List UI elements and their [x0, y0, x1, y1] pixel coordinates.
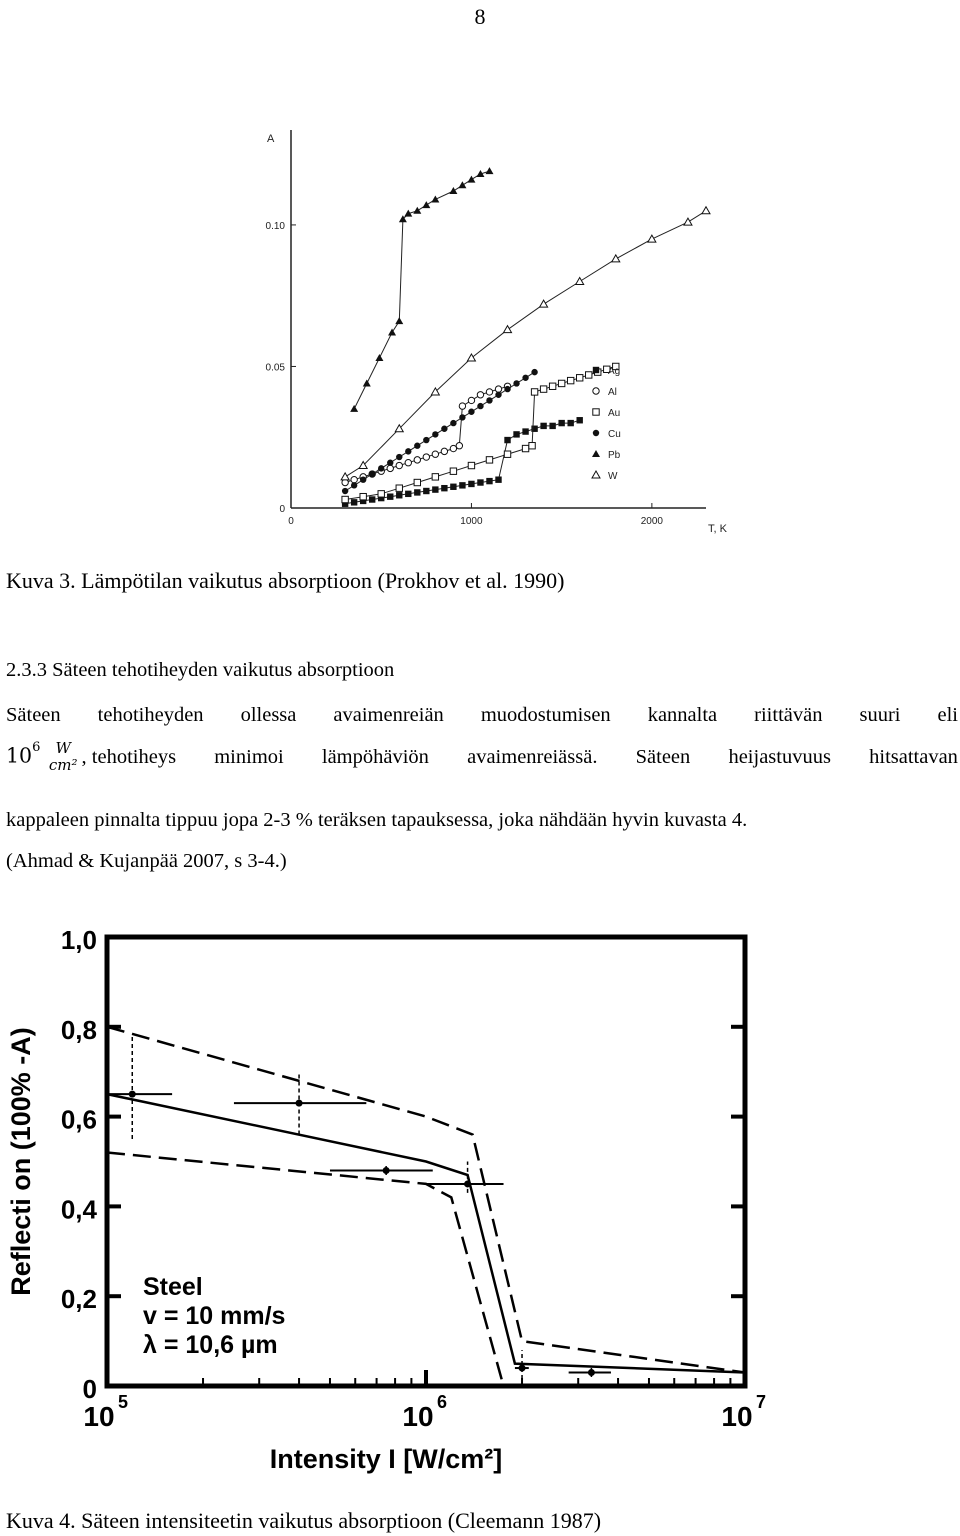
data-point	[432, 451, 438, 457]
y-tick-label: 1,0	[60, 925, 97, 955]
word: riittävän	[754, 704, 823, 726]
data-point	[558, 420, 564, 426]
word: heijastuvuus	[728, 745, 831, 768]
data-point	[441, 426, 447, 432]
y-tick-label: 0	[82, 1374, 97, 1404]
word: tehotiheyden	[97, 704, 204, 726]
data-point	[351, 499, 357, 505]
paragraph-line-4: (Ahmad & Kujanpää 2007, s 3-4.)	[6, 850, 287, 872]
data-point	[405, 460, 411, 466]
data-point	[549, 423, 555, 429]
data-point	[414, 479, 420, 485]
legend-label: Au	[608, 408, 621, 419]
formula-numerator: W	[55, 739, 71, 757]
data-point	[513, 380, 519, 386]
data-point	[593, 409, 599, 415]
data-point	[405, 448, 411, 454]
figure1-caption: Kuva 3. Lämpötilan vaikutus absorptioon (Prokhov et al. 1990)	[6, 568, 565, 593]
data-point	[423, 454, 429, 460]
page-number: 8	[474, 4, 486, 29]
y-axis-label: A	[267, 133, 275, 145]
word: suuri	[859, 704, 901, 726]
data-point	[513, 431, 519, 437]
data-point	[432, 486, 438, 492]
formula-exponent: 6	[32, 739, 41, 755]
y-tick-label: 0	[279, 504, 285, 515]
data-point	[450, 445, 456, 451]
legend-label: W	[608, 471, 618, 482]
data-point	[540, 423, 546, 429]
data-point	[468, 397, 474, 403]
data-point	[342, 488, 348, 494]
data-point	[396, 485, 402, 491]
x-tick-exponent: 5	[117, 1392, 129, 1412]
paragraph-line-1	[6, 704, 958, 727]
data-point	[414, 489, 420, 495]
data-point	[531, 389, 537, 395]
data-point	[593, 367, 599, 373]
data-point	[459, 403, 465, 409]
data-point	[522, 428, 528, 434]
data-point	[396, 492, 402, 498]
legend-label: Ag	[608, 366, 621, 377]
data-point	[495, 476, 501, 482]
data-point	[450, 484, 456, 490]
data-point	[504, 451, 510, 457]
y-tick-label: 0.10	[265, 220, 285, 232]
data-point	[342, 496, 348, 502]
annotation-line: Steel	[143, 1273, 203, 1301]
y-tick-label: 0,4	[60, 1194, 97, 1225]
data-point	[387, 493, 393, 499]
data-point	[432, 474, 438, 480]
x-axis-label: T, K	[708, 523, 727, 535]
paragraph-line-3: kappaleen pinnalta tippuu jopa 2-3 % teräksen tapauksessa, joka nähdään hyvin kuvasta 4.	[6, 809, 748, 831]
data-point	[129, 1091, 136, 1098]
data-point	[369, 471, 375, 477]
data-point	[486, 478, 492, 484]
data-point	[468, 481, 474, 487]
annotation-line: λ = 10,6 µm	[143, 1331, 278, 1359]
data-point	[468, 409, 474, 415]
data-point	[549, 383, 555, 389]
formula-base: 10	[6, 743, 33, 768]
x-tick-exponent: 7	[755, 1392, 767, 1412]
paragraph-line-2	[6, 740, 958, 774]
data-point	[378, 491, 384, 497]
data-point	[456, 443, 462, 449]
data-point	[540, 386, 546, 392]
y-tick-label: 0,8	[60, 1014, 97, 1045]
x-tick-label: 10	[83, 1401, 115, 1432]
section-heading: 2.3.3 Säteen tehotiheyden vaikutus absorptioon	[6, 659, 395, 681]
x-tick-label: 2000	[640, 516, 663, 527]
data-point	[477, 392, 483, 398]
data-point	[405, 491, 411, 497]
data-point	[414, 457, 420, 463]
annotation-line: v = 10 mm/s	[143, 1302, 286, 1330]
data-point	[387, 465, 393, 471]
data-point	[351, 482, 357, 488]
x-tick-label: 0	[288, 516, 294, 527]
data-point	[522, 445, 528, 451]
word: kannalta	[647, 704, 718, 726]
x-tick-label: 1000	[460, 516, 483, 527]
word: hitsattavan	[869, 745, 958, 768]
paragraph-line-2-words	[82, 746, 958, 769]
word: eli	[937, 704, 958, 726]
data-point	[378, 465, 384, 471]
data-point	[360, 493, 366, 499]
data-point	[360, 476, 366, 482]
figure-temperature-absorption	[236, 100, 727, 550]
data-point	[486, 457, 492, 463]
data-point	[593, 430, 599, 436]
data-point	[464, 1180, 471, 1187]
data-point	[414, 443, 420, 449]
power-density-formula	[6, 740, 80, 774]
word: lämpöhäviön	[321, 745, 429, 768]
data-point	[387, 460, 393, 466]
formula-fraction	[49, 740, 78, 774]
data-point	[519, 1365, 526, 1372]
data-point	[495, 392, 501, 398]
data-point	[441, 485, 447, 491]
data-point	[486, 389, 492, 395]
data-point	[383, 1167, 390, 1174]
data-point	[576, 375, 582, 381]
data-point	[450, 420, 456, 426]
data-point	[423, 488, 429, 494]
data-point	[477, 403, 483, 409]
data-point	[495, 386, 501, 392]
word: , tehotiheys	[81, 745, 177, 768]
data-point	[567, 377, 573, 383]
word: avaimenreiän	[333, 704, 444, 726]
word: avaimenreiässä.	[467, 745, 598, 768]
data-point	[351, 476, 357, 482]
data-point	[531, 369, 537, 375]
data-point	[396, 454, 402, 460]
data-point	[504, 437, 510, 443]
figure-intensity-reflection	[0, 895, 820, 1485]
data-point	[468, 462, 474, 468]
word: minimoi	[214, 745, 284, 768]
word: ollessa	[240, 704, 297, 726]
x-tick-label: 10	[721, 1401, 753, 1432]
data-point	[558, 380, 564, 386]
data-point	[593, 388, 599, 394]
data-point	[477, 479, 483, 485]
x-tick-label: 10	[402, 1401, 434, 1432]
data-point	[296, 1100, 303, 1107]
data-point	[576, 417, 582, 423]
data-point	[529, 443, 535, 449]
x-axis-label: Intensity I [W/cm²]	[269, 1444, 503, 1474]
word: Säteen	[6, 704, 61, 726]
formula-denominator: cm²	[48, 756, 78, 774]
data-point	[423, 437, 429, 443]
legend-label: Cu	[608, 429, 621, 440]
data-point	[588, 1369, 595, 1376]
data-point	[441, 448, 447, 454]
data-point	[450, 468, 456, 474]
data-point	[369, 496, 375, 502]
y-tick-label: 0,2	[60, 1284, 97, 1315]
word: Säteen	[635, 745, 691, 768]
data-point	[432, 431, 438, 437]
data-point	[567, 420, 573, 426]
y-axis-label: Reflecti on (100% -A)	[6, 1027, 36, 1296]
data-point	[459, 414, 465, 420]
data-point	[396, 462, 402, 468]
data-point	[486, 397, 492, 403]
y-tick-label: 0.05	[265, 362, 285, 374]
word: muodostumisen	[480, 704, 611, 726]
x-tick-exponent: 6	[436, 1392, 448, 1412]
data-point	[586, 372, 592, 378]
legend-label: Al	[608, 387, 617, 398]
data-point	[504, 386, 510, 392]
data-point	[459, 482, 465, 488]
figure2-caption: Kuva 4. Säteen intensiteetin vaikutus absorptioon (Cleemann 1987)	[6, 1508, 602, 1533]
data-point	[522, 375, 528, 381]
y-tick-label: 0,6	[60, 1104, 97, 1135]
legend-label: Pb	[608, 450, 621, 461]
